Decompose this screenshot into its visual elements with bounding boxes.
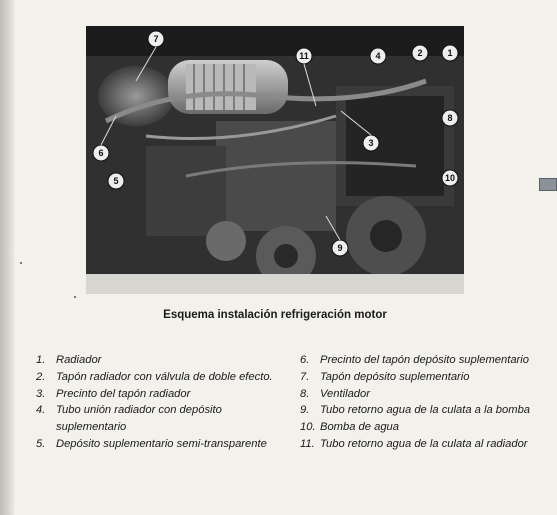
engine-photo-drawing [86, 26, 464, 294]
svg-text:3: 3 [368, 138, 374, 148]
callout-11 [296, 48, 312, 64]
svg-text:7: 7 [153, 34, 159, 44]
page-gutter-shadow [0, 0, 14, 515]
callout-8 [442, 110, 458, 126]
svg-text:10: 10 [444, 173, 456, 183]
print-speck [74, 296, 76, 298]
callout-5 [108, 173, 124, 189]
legend-item: 11. Tubo retorno agua de la culata al radiador [300, 437, 528, 450]
legend-item: 7. Tapón depósito suplementario [300, 370, 470, 383]
svg-text:11: 11 [299, 51, 309, 61]
page-edge-tab [539, 178, 557, 191]
legend-item: 8. Ventilador [300, 387, 370, 400]
legend-right-column [300, 352, 550, 453]
legend-item: 10. Bomba de agua [300, 421, 399, 434]
callout-7 [148, 31, 164, 47]
engine-photo [86, 26, 464, 294]
callout-10 [442, 170, 458, 186]
callout-2 [412, 45, 428, 61]
callout-3 [363, 135, 379, 151]
legend-item: 6. Precinto del tapón depósito suplementario [300, 354, 529, 366]
legend-item: 9. Tubo retorno agua de la culata a la bomba [300, 404, 531, 417]
legend-item: 3. Precinto del tapón radiador [36, 387, 191, 400]
svg-text:6: 6 [98, 148, 104, 158]
svg-text:8: 8 [447, 113, 453, 123]
print-speck [20, 262, 22, 264]
svg-text:9: 9 [337, 243, 343, 253]
svg-text:4: 4 [375, 51, 381, 61]
callout-6 [93, 145, 109, 161]
legend-item: 5. Depósito suplementario semi-transparente [36, 437, 267, 450]
callout-4 [370, 48, 386, 64]
legend-item: 4. Tubo unión radiador con depósito suplementario [36, 404, 222, 434]
legend-left-column [36, 352, 276, 453]
svg-text:5: 5 [113, 176, 119, 186]
legend-item: 2. Tapón radiador con válvula de doble efecto. [36, 370, 273, 383]
legend-item: 1. Radiador [36, 354, 102, 366]
svg-text:1: 1 [447, 48, 453, 58]
svg-text:2: 2 [417, 48, 423, 58]
callout-1 [442, 45, 458, 61]
figure-caption: Esquema instalación refrigeración motor [163, 309, 387, 321]
callout-9 [332, 240, 348, 256]
